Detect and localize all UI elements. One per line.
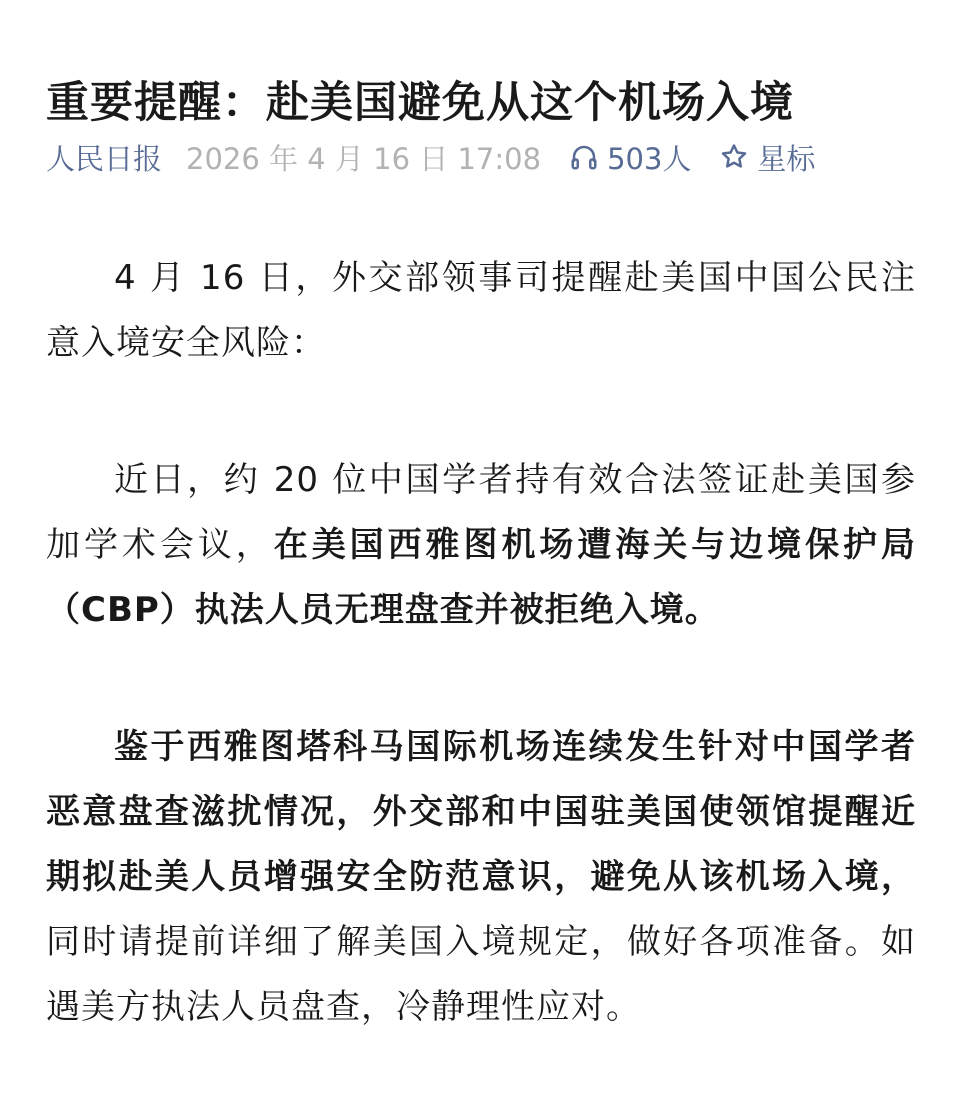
paragraph-3 — [46, 715, 916, 1040]
article-body — [46, 246, 916, 1112]
listen-button[interactable] — [569, 137, 691, 178]
article-title: 重要提醒：赴美国避免从这个机场入境 — [46, 77, 794, 128]
star-outline-icon — [719, 142, 749, 172]
listen-count: 503人 — [607, 141, 692, 176]
paragraph-text: 4 月 16 日，外交部领事司提醒赴美国中国公民注意入境安全风险： — [46, 258, 916, 363]
paragraph-text: 同时请提前详细了解美国入境规定，做好各项准备。如遇美方执法人员盘查，冷静理性应对。 — [46, 922, 916, 1027]
account-name-link[interactable]: 人民日报 — [46, 141, 163, 176]
paragraph-bold-text: 在美国西雅图机场遭海关与边境保护局（CBP）执法人员无理盘查并被拒绝入境。 — [46, 525, 917, 630]
headphones-icon — [569, 142, 599, 172]
star-button[interactable] — [719, 137, 815, 178]
publish-date: 2026 年 4 月 16 日 17:08 — [186, 141, 542, 176]
star-label: 星标 — [757, 141, 816, 176]
article-meta — [46, 134, 815, 180]
paragraph-1 — [46, 246, 916, 376]
paragraph-bold-text: 鉴于西雅图塔科马国际机场连续发生针对中国学者恶意盘查滋扰情况，外交部和中国驻美国使领馆提醒近期拟赴美人员增强安全防范意识，避免从该机场入境， — [46, 727, 916, 897]
paragraph-text: 近日，约 20 位中国学者持有效合法签证赴美国参加学术会议， — [46, 460, 916, 565]
paragraph-2 — [46, 448, 916, 643]
